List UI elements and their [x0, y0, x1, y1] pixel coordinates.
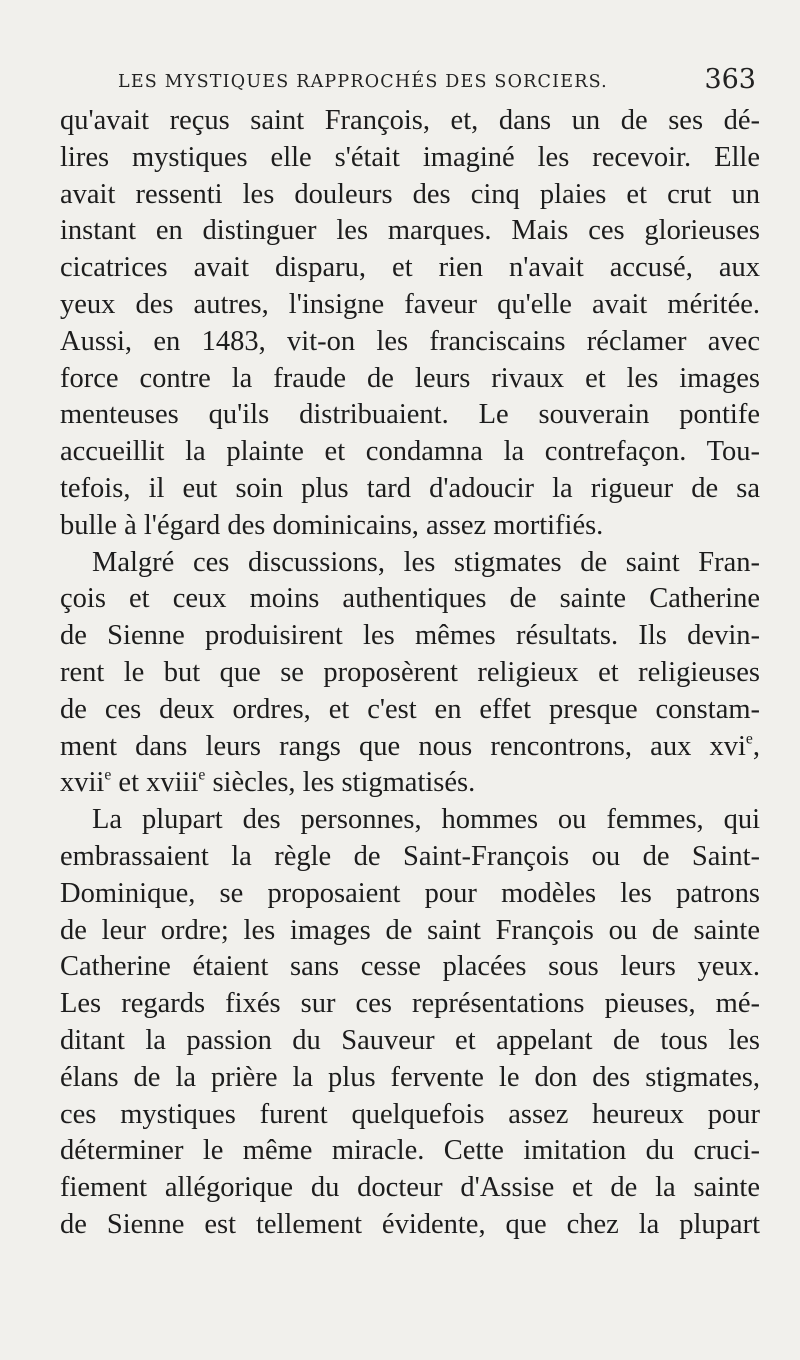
text-line: de Sienne est tellement évidente, que chez la plupart	[60, 1208, 760, 1240]
text-line: de ces deux ordres, et c'est en effet presque constam-	[60, 693, 760, 725]
superscript: e	[104, 766, 112, 784]
text-line: embrassaient la règle de Saint-François ou de Saint-	[60, 840, 760, 872]
text-line: instant en distinguer les marques. Mais ces glorieuses	[60, 215, 760, 247]
text-line: déterminer le même miracle. Cette imitation du cruci-	[60, 1135, 760, 1167]
running-header	[118, 64, 758, 100]
text-line: tefois, il eut soin plus tard d'adoucir la rigueur de sa	[60, 472, 760, 504]
superscript: e	[745, 729, 753, 747]
text-line: lires mystiques elle s'était imaginé les recevoir. Elle	[60, 141, 760, 173]
text-line: ditant la passion du Sauveur et appelant de tous les	[60, 1024, 760, 1056]
text-fragment: xvii	[60, 767, 105, 799]
page-number: 363	[704, 64, 756, 95]
text-line: avait ressenti les douleurs des cinq plaies et crut un	[60, 178, 760, 210]
text-line: élans de la prière la plus fervente le don des stigmates,	[60, 1061, 760, 1093]
text-line	[60, 729, 760, 766]
text-line: accueillit la plainte et condamna la contrefaçon. Tou-	[60, 436, 760, 468]
text-line: Malgré ces discussions, les stigmates de saint Fran-	[92, 546, 760, 578]
text-line: fiement allégorique du docteur d'Assise et de la sainte	[60, 1172, 760, 1204]
text-fragment: ,	[752, 730, 760, 762]
text-line: menteuses qu'ils distribuaient. Le souverain pontife	[60, 399, 760, 431]
text-line: çois et ceux moins authentiques de sainte Catherine	[60, 583, 760, 615]
text-line: Aussi, en 1483, vit-on les franciscains réclamer avec	[60, 325, 760, 357]
text-line: Les regards fixés sur ces représentations pieuses, mé-	[60, 988, 760, 1020]
text-line: La plupart des personnes, hommes ou femmes, qui	[92, 804, 760, 836]
text-line: bulle à l'égard des dominicains, assez mortifiés.	[60, 509, 604, 541]
text-line: cicatrices avait disparu, et rien n'avait accusé, aux	[60, 252, 760, 284]
running-title: LES MYSTIQUES RAPPROCHÉS DES SORCIERS.	[118, 72, 608, 92]
text-line: de leur ordre; les images de saint François ou de sainte	[60, 914, 760, 946]
text-line: force contre la fraude de leurs rivaux et les images	[60, 362, 760, 394]
text-line: qu'avait reçus saint François, et, dans un de ses dé-	[60, 105, 760, 136]
text-fragment: et xviii	[111, 767, 199, 799]
text-line: rent le but que se proposèrent religieux et religieuses	[60, 656, 760, 688]
text-line: de Sienne produisirent les mêmes résultats. Ils devin-	[60, 620, 760, 652]
text-line: ces mystiques furent quelquefois assez heureux pour	[60, 1098, 760, 1130]
body-text	[60, 103, 760, 1244]
text-line: Catherine étaient sans cesse placées sous leurs yeux.	[60, 951, 760, 983]
text-fragment: siècles, les stigmatisés.	[205, 767, 476, 799]
superscript: e	[198, 766, 206, 784]
text-line	[60, 765, 760, 802]
text-line: Dominique, se proposaient pour modèles les patrons	[60, 877, 760, 909]
text-fragment: ment dans leurs rangs que nous rencontrons, aux xvi	[60, 730, 746, 762]
text-line: yeux des autres, l'insigne faveur qu'elle avait méritée.	[60, 288, 760, 320]
